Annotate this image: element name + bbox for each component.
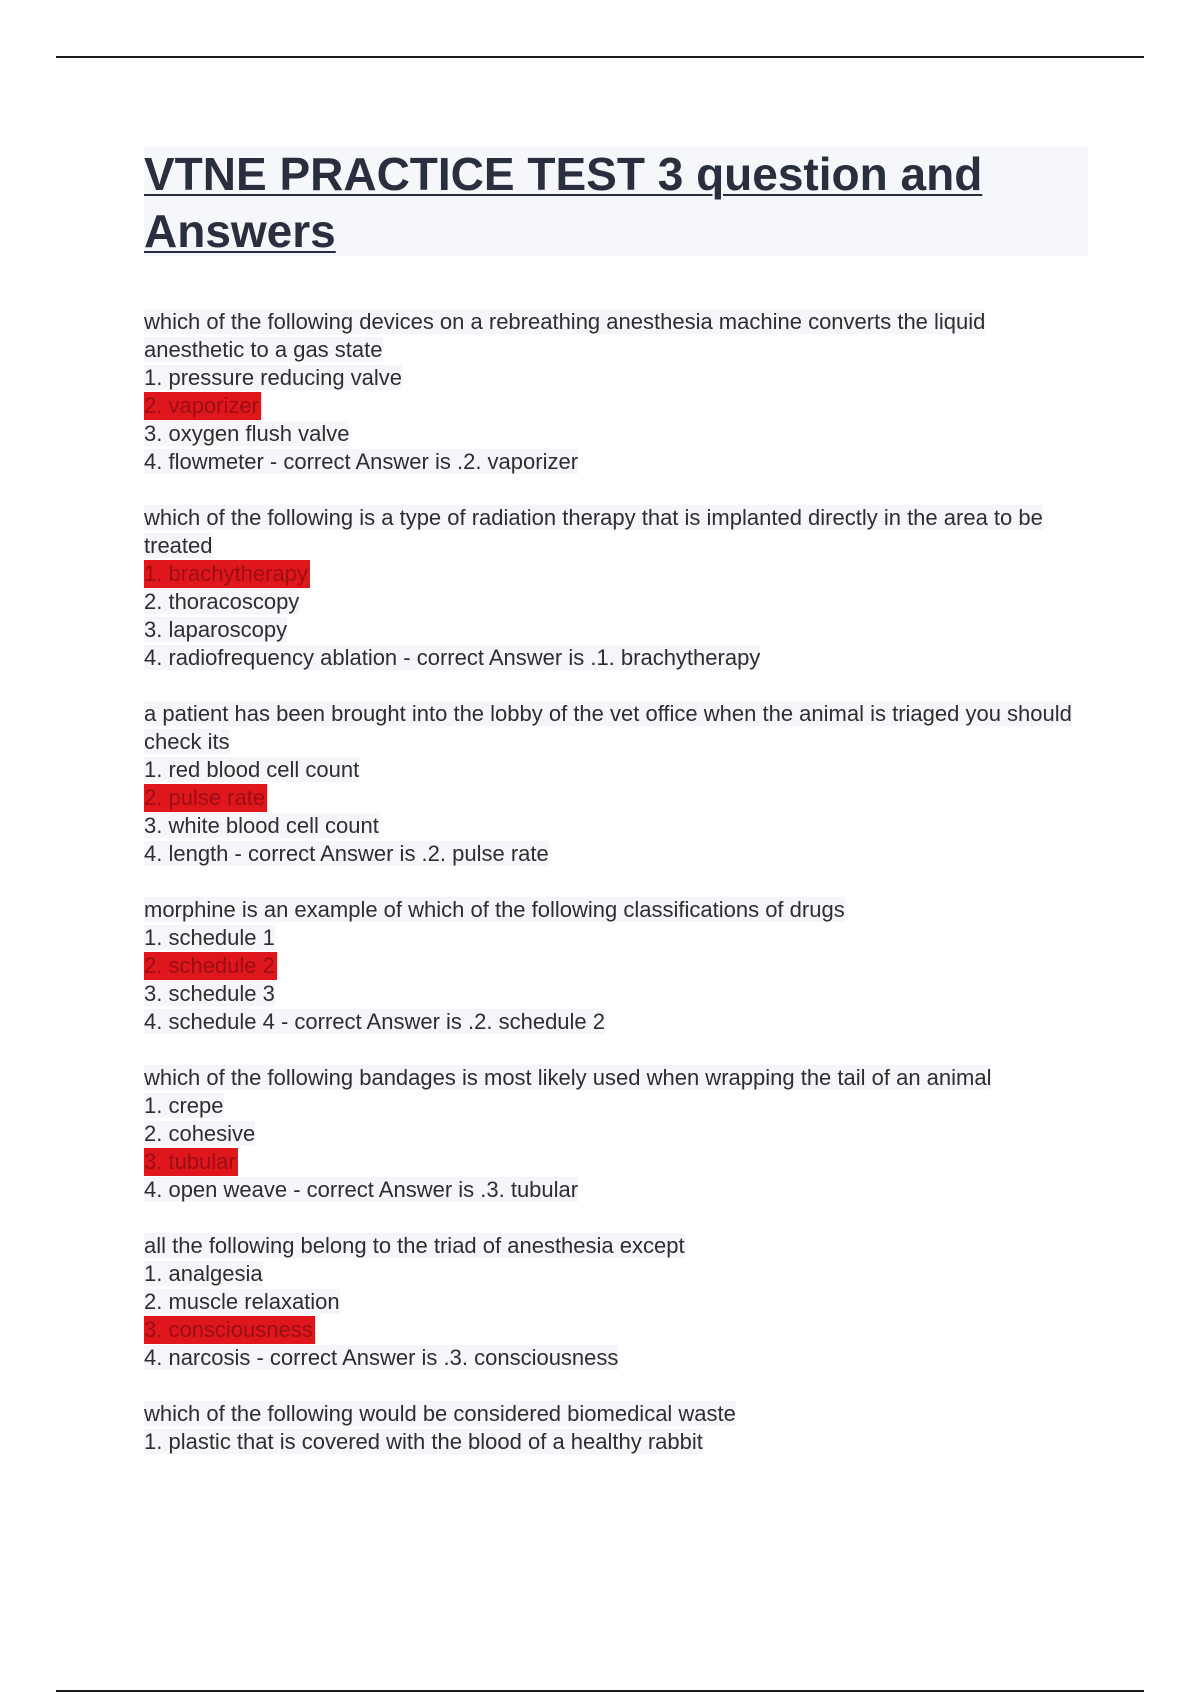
question-list <box>144 308 1088 1484</box>
option-3: 3. schedule 3 <box>144 981 275 1006</box>
option-3: 3. oxygen flush valve <box>144 421 350 446</box>
option-4-answer: 4. flowmeter - correct Answer is .2. vaporizer <box>144 449 579 474</box>
question-2 <box>144 504 1088 672</box>
question-stem: which of the following bandages is most likely used when wrapping the tail of an animal <box>144 1065 992 1090</box>
option-1: 1. crepe <box>144 1093 224 1118</box>
question-1 <box>144 308 1088 476</box>
option-3: 3. white blood cell count <box>144 813 379 838</box>
page-title: VTNE PRACTICE TEST 3 question and Answers <box>144 148 983 257</box>
question-7 <box>144 1400 1088 1456</box>
option-2: 2. thoracoscopy <box>144 589 300 614</box>
question-stem: which of the following would be considered biomedical waste <box>144 1401 736 1426</box>
question-stem: a patient has been brought into the lobby of the vet office when the animal is triaged you should check its <box>144 701 1072 754</box>
option-4-answer: 4. narcosis - correct Answer is .3. consciousness <box>144 1345 619 1370</box>
question-5 <box>144 1064 1088 1204</box>
question-stem: all the following belong to the triad of anesthesia except <box>144 1233 685 1258</box>
option-4-answer: 4. length - correct Answer is .2. pulse rate <box>144 841 549 866</box>
option-1: 1. pressure reducing valve <box>144 365 403 390</box>
option-4-answer: 4. radiofrequency ablation - correct Answer is .1. brachytherapy <box>144 645 761 670</box>
option-1: 1. schedule 1 <box>144 925 275 950</box>
question-stem: which of the following devices on a rebreathing anesthesia machine converts the liquid anesthetic to a gas state <box>144 309 986 362</box>
option-1: 1. analgesia <box>144 1261 263 1286</box>
option-4-answer: 4. schedule 4 - correct Answer is .2. schedule 2 <box>144 1009 606 1034</box>
question-4 <box>144 896 1088 1036</box>
option-1: 1. red blood cell count <box>144 757 360 782</box>
option-3: 3. laparoscopy <box>144 617 288 642</box>
question-stem: morphine is an example of which of the following classifications of drugs <box>144 897 845 922</box>
option-2-highlighted: 2. pulse rate <box>144 785 266 810</box>
question-6 <box>144 1232 1088 1372</box>
top-rule <box>56 56 1144 58</box>
option-2-highlighted: 2. schedule 2 <box>144 953 275 978</box>
option-3-highlighted: 3. tubular <box>144 1149 236 1174</box>
option-3-highlighted: 3. consciousness <box>144 1317 313 1342</box>
title-block <box>144 146 1088 256</box>
bottom-rule <box>56 1690 1144 1692</box>
question-3 <box>144 700 1088 868</box>
option-2: 2. muscle relaxation <box>144 1289 340 1314</box>
question-stem: which of the following is a type of radiation therapy that is implanted directly in the area to be treated <box>144 505 1043 558</box>
option-2-highlighted: 2. vaporizer <box>144 393 259 418</box>
option-4-answer: 4. open weave - correct Answer is .3. tubular <box>144 1177 579 1202</box>
option-1: 1. plastic that is covered with the blood of a healthy rabbit <box>144 1429 703 1454</box>
option-2: 2. cohesive <box>144 1121 256 1146</box>
option-1-highlighted: 1. brachytherapy <box>144 561 308 586</box>
